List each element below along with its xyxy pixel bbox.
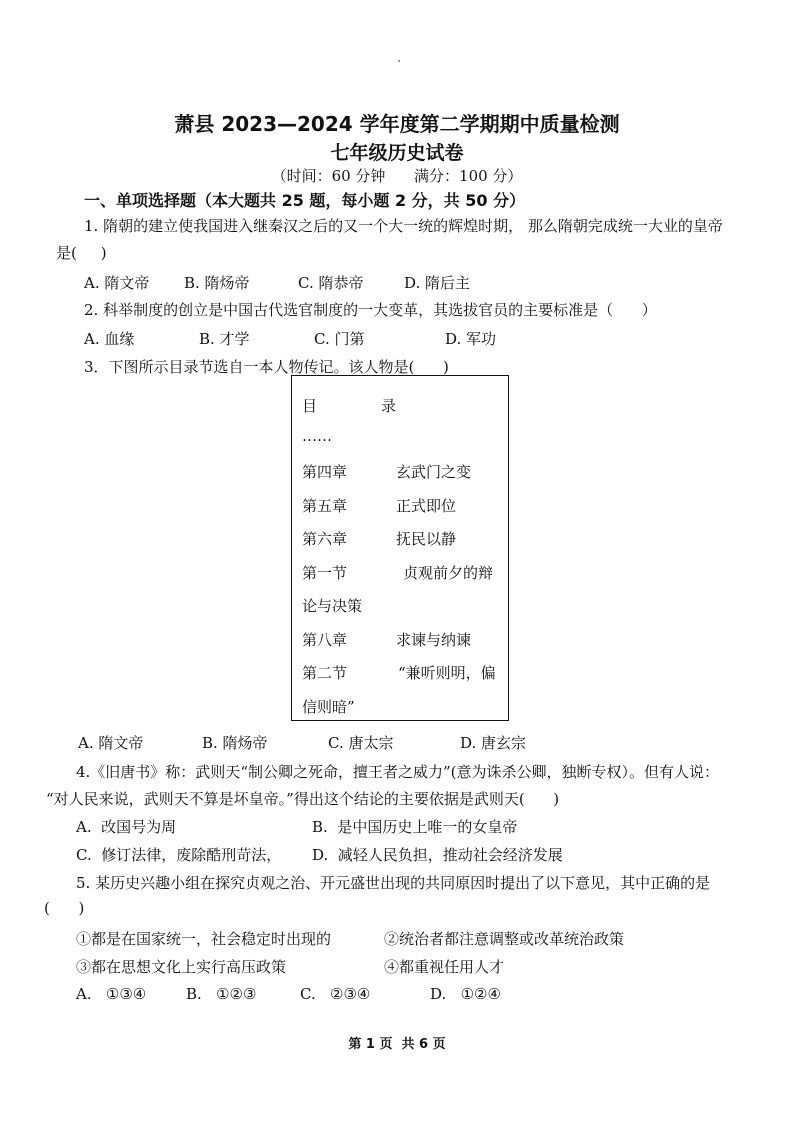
q2-option-b: B. 才学 (199, 330, 250, 348)
scan-speck (398, 60, 400, 62)
q5-item-4: ④都重视任用人才 (384, 958, 505, 976)
question-1-line2: 是( ) (56, 244, 107, 262)
question-3: 3．下图所示目录节选自一本人物传记。该人物是( ) (84, 358, 449, 376)
q1-option-d: D. 隋后主 (404, 274, 471, 292)
question-5-line2: ( ) (44, 899, 85, 917)
toc-row-left: 第八章 (302, 631, 348, 649)
question-1-line1: 1. 隋朝的建立使我国进入继秦汉之后的又一个大一统的辉煌时期， 那么隋朝完成统一大业的皇帝 (84, 217, 723, 235)
toc-row-left: 论与决策 (302, 597, 363, 615)
q5-option-c: C. ②③④ (300, 985, 371, 1003)
toc-row-right: 贞观前夕的辩 (403, 564, 494, 582)
q2-option-a: A. 血缘 (84, 330, 135, 348)
toc-row-left: 信则暗” (302, 698, 355, 716)
q3-option-c: C. 唐太宗 (328, 734, 394, 752)
section-heading: 一、单项选择题（本大题共 25 题，每小题 2 分，共 50 分） (84, 191, 526, 210)
q1-option-a: A. 隋文帝 (84, 274, 150, 292)
question-4-line2: “对人民来说，武则天不算是坏皇帝。”得出这个结论的主要依据是武则天( ) (46, 790, 560, 808)
toc-row-right: 求谏与纳谏 (396, 631, 472, 649)
exam-subtitle: 七年级历史试卷 (330, 142, 464, 164)
q5-option-d: D. ①②④ (430, 985, 501, 1003)
toc-row-right: “兼听则明，偏 (398, 664, 496, 682)
toc-row-left: 第四章 (302, 463, 348, 481)
toc-row-left: 第二节 (302, 664, 348, 682)
q5-item-1: ①都是在国家统一，社会稳定时出现的 (76, 930, 332, 948)
toc-row-left: 第五章 (302, 497, 348, 515)
q3-option-a: A. 隋文帝 (78, 734, 144, 752)
toc-row-right: 玄武门之变 (396, 463, 472, 481)
question-2: 2. 科举制度的创立是中国古代选官制度的一大变革，其选拔官员的主要标准是（ ） (84, 301, 657, 319)
q5-item-2: ②统治者都注意调整或改革统治政策 (384, 930, 625, 948)
q2-option-c: C. 门第 (314, 330, 365, 348)
exam-meta: （时间：60 分钟 满分：100 分） (271, 167, 523, 185)
q5-item-3: ③都在思想文化上实行高压政策 (76, 958, 287, 976)
q3-option-d: D. 唐玄宗 (460, 734, 527, 752)
toc-row-left: 第一节 (302, 564, 348, 582)
toc-heading-left: 目 (302, 397, 318, 415)
q4-option-d: D. 减轻人民负担，推动社会经济发展 (312, 846, 563, 864)
q3-option-b: B. 隋炀帝 (202, 734, 268, 752)
toc-row-right: 抚民以静 (396, 530, 457, 548)
toc-ellipsis: …… (302, 427, 332, 445)
exam-title: 萧县 2023—2024 学年度第二学期期中质量检测 (174, 112, 620, 136)
toc-row-right: 正式即位 (396, 497, 457, 515)
q4-option-c: C. 修订法律，废除酷刑苛法， (76, 846, 282, 864)
question-4-line1: 4.《旧唐书》称：武则天“制公卿之死命，擅王者之威力”(意为诛杀公卿，独断专权）。但有人说： (76, 763, 720, 781)
question-5-line1: 5. 某历史兴趣小组在探究贞观之治、开元盛世出现的共同原因时提出了以下意见，其中正确的是 (76, 874, 711, 892)
q5-option-a: A. ①③④ (76, 985, 147, 1003)
q1-option-b: B. 隋炀帝 (184, 274, 250, 292)
page-number: 第 1 页 共 6 页 (348, 1037, 446, 1052)
q5-option-b: B. ①②③ (186, 985, 257, 1003)
toc-row-left: 第六章 (302, 530, 348, 548)
q4-option-a: A. 改国号为周 (76, 818, 177, 836)
q1-option-c: C. 隋恭帝 (298, 274, 364, 292)
q2-option-d: D. 军功 (445, 330, 497, 348)
toc-heading-right: 录 (381, 397, 397, 415)
q4-option-b: B. 是中国历史上唯一的女皇帝 (312, 818, 518, 836)
